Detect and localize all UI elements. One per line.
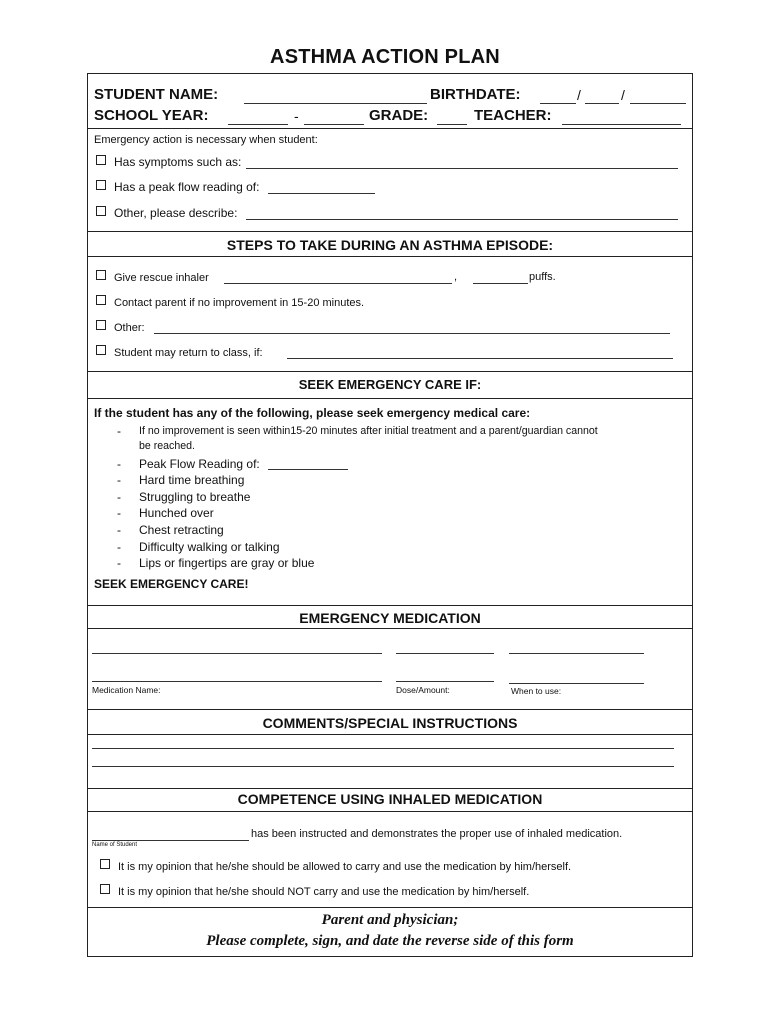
seek-care-heading: SEEK EMERGENCY CARE IF: bbox=[298, 377, 482, 392]
student-name-field[interactable] bbox=[244, 103, 427, 104]
emergency-action-intro: Emergency action is necessary when student: bbox=[94, 134, 318, 146]
grade-field[interactable] bbox=[437, 124, 467, 125]
bullet-dash: - bbox=[117, 540, 121, 554]
footer-line-2: Please complete, sign, and date the reverse side of this form bbox=[206, 933, 574, 949]
divider bbox=[87, 128, 693, 129]
bullet-difficulty-walking: Difficulty walking or talking bbox=[139, 540, 280, 554]
divider bbox=[87, 628, 693, 629]
other-row bbox=[96, 320, 145, 334]
other-describe-field[interactable] bbox=[246, 219, 678, 220]
teacher-field[interactable] bbox=[562, 124, 681, 125]
peak-flow-checkbox[interactable] bbox=[96, 180, 106, 190]
bullet-lips-gray: Lips or fingertips are gray or blue bbox=[139, 556, 315, 570]
bullet-dash: - bbox=[117, 473, 121, 487]
puffs-field[interactable] bbox=[473, 283, 528, 284]
when-field-2[interactable] bbox=[509, 683, 644, 684]
not-carry-row bbox=[100, 884, 529, 898]
bullet-struggling: Struggling to breathe bbox=[139, 490, 251, 504]
birthdate-day-field[interactable] bbox=[585, 103, 619, 104]
peak-flow-label: Has a peak flow reading of: bbox=[114, 180, 260, 194]
not-carry-checkbox[interactable] bbox=[100, 884, 110, 894]
footer-line-1: Parent and physician; bbox=[321, 912, 459, 928]
birthdate-label: BIRTHDATE: bbox=[430, 86, 521, 103]
return-to-class-row bbox=[96, 345, 263, 359]
divider bbox=[87, 811, 693, 812]
medication-name-field-2[interactable] bbox=[92, 681, 382, 682]
bullet-hunched: Hunched over bbox=[139, 506, 214, 520]
rescue-inhaler-label: Give rescue inhaler bbox=[114, 272, 209, 284]
bullet-hard-time-breathing: Hard time breathing bbox=[139, 473, 245, 487]
other-describe-label: Other, please describe: bbox=[114, 206, 238, 220]
not-carry-label: It is my opinion that he/she should NOT carry and use the medication by him/herself. bbox=[118, 886, 530, 898]
when-to-use-label: When to use: bbox=[511, 686, 562, 696]
puffs-label: puffs. bbox=[529, 271, 556, 283]
rescue-inhaler-checkbox[interactable] bbox=[96, 270, 106, 280]
contact-parent-label: Contact parent if no improvement in 15-20 minutes. bbox=[114, 297, 365, 309]
when-field-1[interactable] bbox=[509, 653, 644, 654]
medication-name-label: Medication Name: bbox=[92, 685, 161, 695]
birthdate-slash-1: / bbox=[577, 87, 581, 103]
other-checkbox[interactable] bbox=[96, 320, 106, 330]
school-year-dash: - bbox=[294, 108, 299, 124]
peak-flow-row bbox=[96, 180, 259, 194]
rescue-inhaler-row bbox=[96, 270, 209, 284]
dose-label: Dose/Amount: bbox=[396, 685, 450, 695]
bullet-dash: - bbox=[117, 490, 121, 504]
dose-field-1[interactable] bbox=[396, 653, 494, 654]
comma: , bbox=[454, 271, 458, 283]
divider bbox=[87, 734, 693, 735]
symptoms-checkbox[interactable] bbox=[96, 155, 106, 165]
other-field[interactable] bbox=[154, 333, 670, 334]
bullet-dash: - bbox=[117, 556, 121, 570]
birthdate-slash-2: / bbox=[621, 87, 625, 103]
other-describe-checkbox[interactable] bbox=[96, 206, 106, 216]
peak-flow-field[interactable] bbox=[268, 193, 375, 194]
return-to-class-label: Student may return to class, if: bbox=[114, 347, 263, 359]
birthdate-year-field[interactable] bbox=[630, 103, 686, 104]
bullet-dash: - bbox=[117, 457, 121, 471]
dose-field-2[interactable] bbox=[396, 681, 494, 682]
school-year-start-field[interactable] bbox=[228, 124, 288, 125]
page-title: ASTHMA ACTION PLAN bbox=[270, 46, 500, 68]
steps-heading: STEPS TO TAKE DURING AN ASTHMA EPISODE: bbox=[226, 237, 554, 253]
name-of-student-label: Name of Student bbox=[92, 842, 138, 848]
seek-care-intro: If the student has any of the following, please seek emergency medical care: bbox=[94, 406, 531, 420]
school-year-end-field[interactable] bbox=[304, 124, 364, 125]
divider bbox=[87, 398, 693, 399]
symptoms-row bbox=[96, 155, 241, 169]
bullet-no-improvement-cont: be reached. bbox=[139, 440, 195, 452]
seek-peak-flow-field[interactable] bbox=[268, 469, 348, 470]
name-of-student-field[interactable] bbox=[92, 840, 249, 841]
seek-care-closing: SEEK EMERGENCY CARE! bbox=[94, 577, 249, 591]
allow-carry-row bbox=[100, 859, 571, 873]
return-to-class-checkbox[interactable] bbox=[96, 345, 106, 355]
medication-heading: EMERGENCY MEDICATION bbox=[299, 610, 481, 626]
bullet-dash: - bbox=[117, 523, 121, 537]
contact-parent-row bbox=[96, 295, 364, 309]
comments-heading: COMMENTS/SPECIAL INSTRUCTIONS bbox=[262, 715, 518, 731]
bullet-chest-retracting: Chest retracting bbox=[139, 523, 224, 537]
medication-name-field-1[interactable] bbox=[92, 653, 382, 654]
rescue-inhaler-field[interactable] bbox=[224, 283, 452, 284]
comments-field-2[interactable] bbox=[92, 766, 674, 767]
allow-carry-checkbox[interactable] bbox=[100, 859, 110, 869]
instructed-text: has been instructed and demonstrates the proper use of inhaled medication. bbox=[251, 828, 623, 840]
return-to-class-field[interactable] bbox=[287, 358, 673, 359]
divider bbox=[87, 256, 693, 257]
bullet-dash: - bbox=[117, 506, 121, 520]
other-describe-row bbox=[96, 206, 237, 220]
symptoms-field[interactable] bbox=[246, 168, 678, 169]
other-label: Other: bbox=[114, 322, 145, 334]
grade-label: GRADE: bbox=[369, 107, 429, 124]
symptoms-label: Has symptoms such as: bbox=[114, 155, 242, 169]
bullet-dash: - bbox=[117, 424, 121, 438]
allow-carry-label: It is my opinion that he/she should be allowed to carry and use the medication by him/herself. bbox=[118, 861, 572, 873]
contact-parent-checkbox[interactable] bbox=[96, 295, 106, 305]
student-name-label: STUDENT NAME: bbox=[94, 86, 219, 103]
comments-field-1[interactable] bbox=[92, 748, 674, 749]
school-year-label: SCHOOL YEAR: bbox=[94, 107, 209, 124]
teacher-label: TEACHER: bbox=[474, 107, 552, 124]
bullet-peak-flow: Peak Flow Reading of: bbox=[139, 457, 260, 471]
bullet-no-improvement: If no improvement is seen within15-20 minutes after initial treatment and a parent/guardian cannot bbox=[139, 425, 598, 437]
birthdate-month-field[interactable] bbox=[540, 103, 576, 104]
competence-heading: COMPETENCE USING INHALED MEDICATION bbox=[237, 791, 543, 807]
